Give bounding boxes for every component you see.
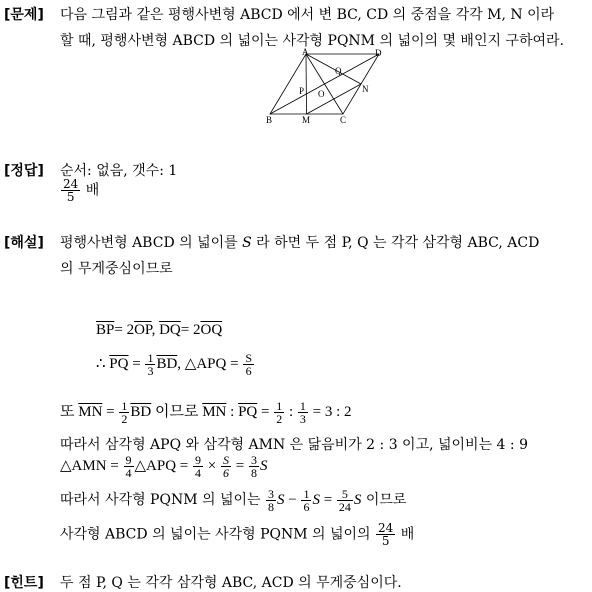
point-a: A	[302, 48, 309, 57]
explanation-line-2: 의 무게중심이므로	[60, 261, 173, 277]
point-p: P	[299, 86, 305, 96]
answer-suffix: 배	[85, 182, 100, 199]
answer-label: [정답]	[4, 163, 44, 179]
answer-denominator: 5	[66, 190, 75, 204]
point-c: C	[340, 115, 347, 124]
problem-line-1: 다음 그림과 같은 평행사변형 ABCD 에서 변 BC, CD 의 중점을 각각 M, N 이라	[60, 7, 555, 23]
hint-label: [힌트]	[4, 575, 44, 591]
segment-mn	[307, 84, 362, 114]
equation-pqnm: 따라서 사각형 PQNM 의 넓이는 $\frac{3}{8}$ S − $\frac{1}{6}$ S = $\frac{5}{24}$ S 이므로	[60, 487, 407, 514]
point-m: M	[302, 115, 311, 124]
problem-line-2: 할 때, 평행사변형 ABCD 의 넓이는 사각형 PQNM 의 넓이의 몇 배인지 구하여라.	[60, 33, 565, 49]
explanation-line-1: 평행사변형 ABCD 의 넓이를 S 라 하면 두 점 P, Q 는 각각 삼각형 ABC, ACD	[60, 235, 540, 251]
point-o: O	[318, 89, 325, 99]
point-q: Q	[335, 66, 342, 76]
point-b: B	[266, 115, 273, 124]
segment-am	[306, 54, 307, 114]
answer-text: 순서: 없음, 갯수: 1	[60, 163, 178, 179]
equation-mn: 또 $\overline{MN}$ = $\frac{1}{2}$ $\overline{BD}$ 이므로 $\overline{MN}$ : $\overline{PQ}$ = $\frac{1}{2}$ : $\frac{1}{3}$ = 3 : 2	[60, 399, 352, 427]
explanation-similarity: 따라서 삼각형 APQ 와 삼각형 AMN 은 닮음비가 2 : 3 이고, 넓이비는 4 : 9	[60, 437, 528, 453]
explanation-conclusion: 사각형 ABCD 의 넓이는 사각형 PQNM 의 넓이의 $\frac{24}{5}$ 배	[60, 521, 415, 548]
point-n: N	[362, 84, 369, 94]
explanation-label: [해설]	[4, 235, 44, 251]
answer-numerator: 24	[63, 177, 79, 191]
equation-centroid: $\overline{BP}= 2\overline{OP}$, $\overline{DQ}= 2\overline{OQ}$	[96, 322, 223, 338]
answer-value	[60, 178, 99, 203]
problem-label: [문제]	[4, 7, 44, 23]
parallelogram-figure	[260, 48, 390, 124]
point-d: D	[375, 48, 382, 58]
equation-amn: △AMN = $\frac{9}{4}$ △APQ = $\frac{9}{4}$ × $\frac{S}{6}$ = $\frac{3}{8}$ S	[60, 453, 268, 480]
hint-text: 두 점 P, Q 는 각각 삼각형 ABC, ACD 의 무게중심이다.	[60, 575, 402, 591]
equation-pq: ∴ $\overline{PQ}$ = $\frac{1}{3}$ $\overline{BD}$, △APQ = $\frac{S}{6}$	[96, 351, 252, 378]
